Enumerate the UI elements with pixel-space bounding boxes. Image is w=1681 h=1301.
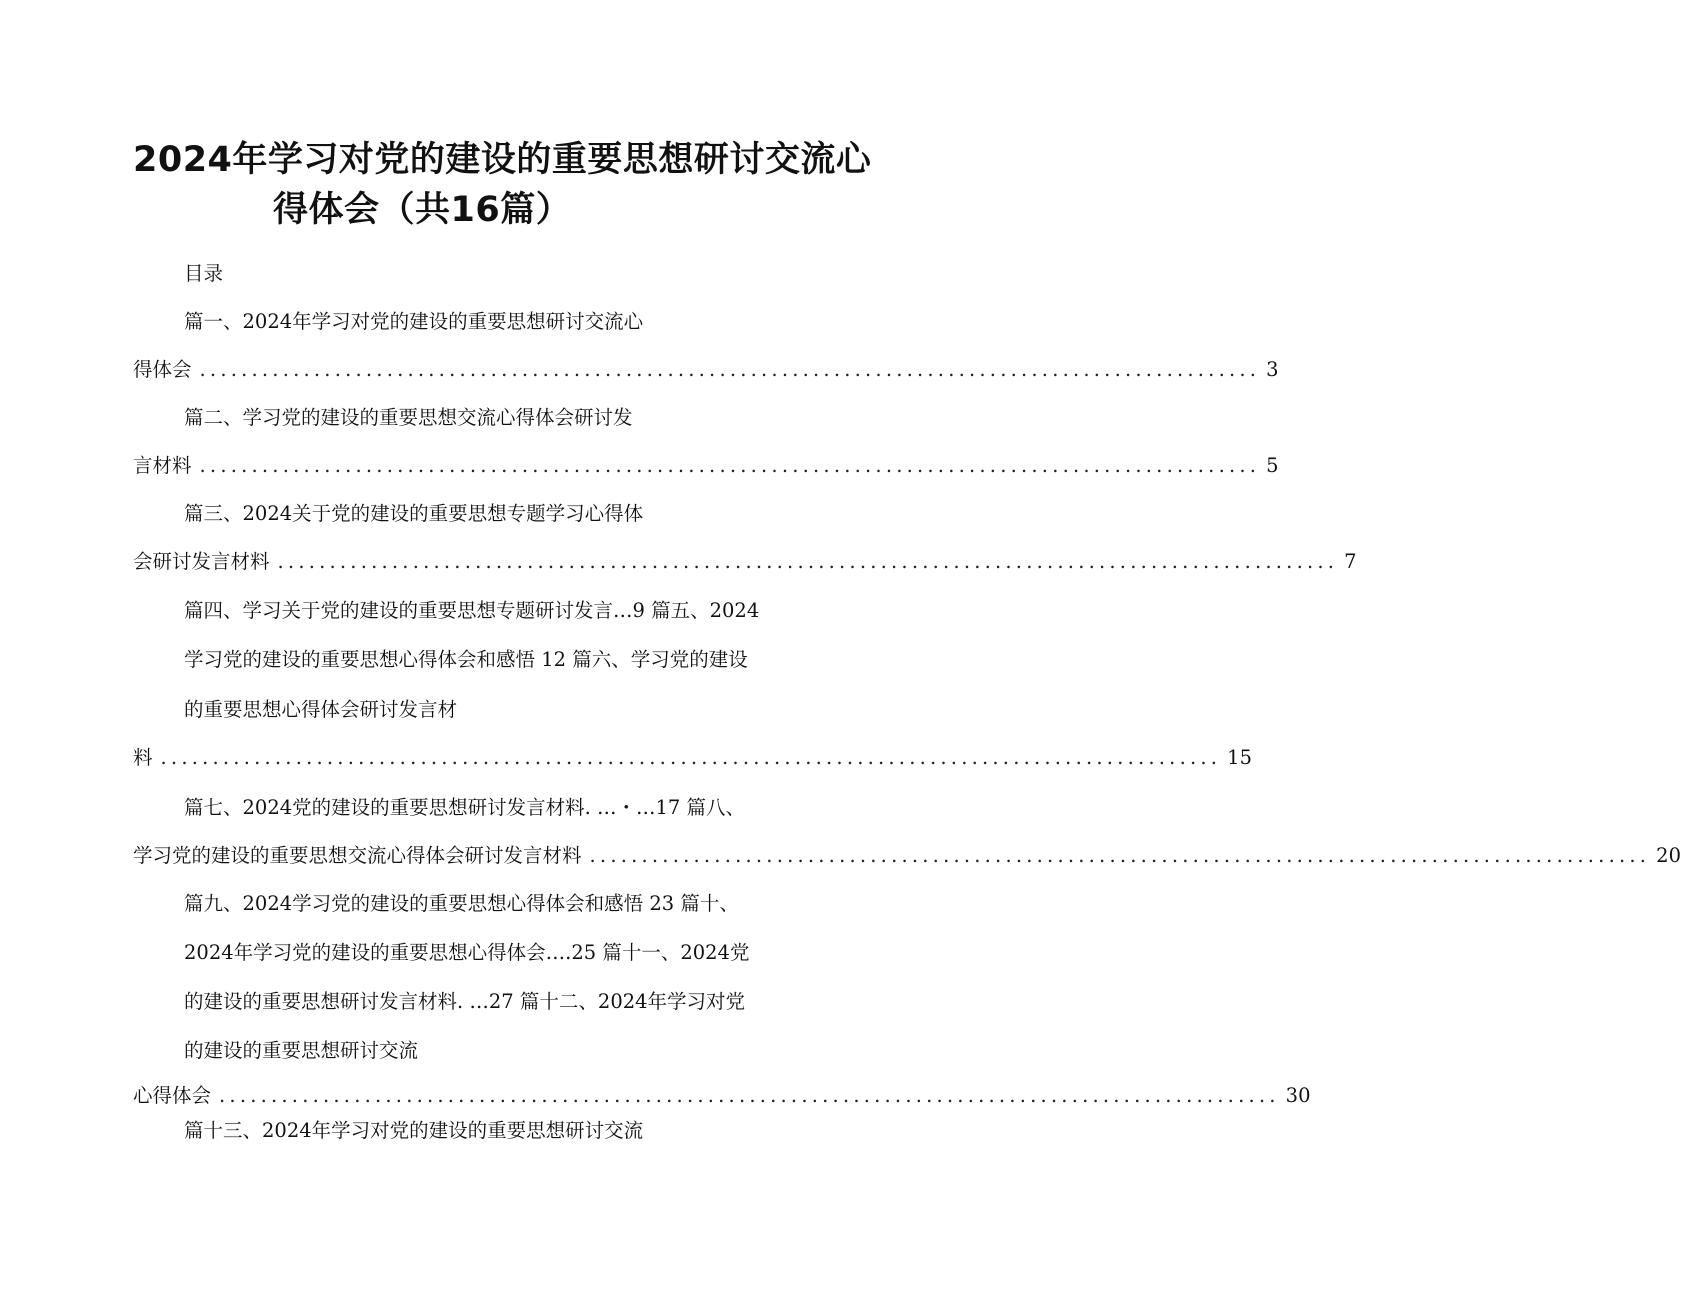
- toc-entry-3[interactable]: [133, 549, 1357, 575]
- toc-leader-dots: ......................................................................................................: [589, 844, 1651, 867]
- toc-entry-7[interactable]: [133, 843, 1681, 869]
- toc-line-10: 的建设的重要思想研讨发言材料. …27 篇十二、2024年学习对党: [184, 990, 746, 1013]
- toc-entry-label: 言材料: [133, 454, 192, 477]
- toc-line-9: 2024年学习党的建设的重要思想心得体会….25 篇十一、2024党: [184, 941, 750, 964]
- toc-line-11: 的建设的重要思想研讨交流: [184, 1039, 419, 1062]
- toc-line-1: 篇一、2024年学习对党的建设的重要思想研讨交流心: [184, 310, 644, 333]
- toc-line-4: 篇四、学习关于党的建设的重要思想专题研讨发言…9 篇五、2024: [184, 599, 760, 622]
- toc-line-12: 篇十三、2024年学习对党的建设的重要思想研讨交流: [184, 1119, 644, 1142]
- toc-leader-dots: ......................................................................................................: [160, 746, 1222, 769]
- toc-entry-11[interactable]: [133, 1083, 1311, 1109]
- toc-entry-label: 学习党的建设的重要思想交流心得体会研讨发言材料: [133, 844, 582, 867]
- toc-entry-6[interactable]: [133, 745, 1252, 771]
- toc-line-8: 篇九、2024学习党的建设的重要思想心得体会和感悟 23 篇十、: [184, 892, 739, 915]
- toc-line-5: 学习党的建设的重要思想心得体会和感悟 12 篇六、学习党的建设: [184, 648, 748, 671]
- toc-line-6: 的重要思想心得体会研讨发言材: [184, 698, 458, 721]
- toc-page-number: 15: [1227, 746, 1252, 769]
- document-title-line-2: 得体会（共16篇）: [273, 190, 572, 230]
- document-title-line-1: 2024年学习对党的建设的重要思想研讨交流心: [133, 140, 872, 180]
- toc-page-number: 20: [1656, 844, 1681, 867]
- toc-entry-label: 得体会: [133, 358, 192, 381]
- toc-heading: 目录: [184, 262, 224, 285]
- toc-leader-dots: ......................................................................................................: [219, 1084, 1280, 1107]
- toc-entry-1[interactable]: [133, 357, 1279, 383]
- toc-page-number: 7: [1344, 550, 1357, 573]
- toc-page-number: 3: [1266, 358, 1279, 381]
- toc-line-2: 篇二、学习党的建设的重要思想交流心得体会研讨发: [184, 406, 633, 429]
- toc-line-7: 篇七、2024党的建设的重要思想研讨发言材料. …・…17 篇八、: [184, 796, 746, 819]
- toc-page-number: 30: [1285, 1084, 1311, 1107]
- toc-entry-label: 料: [133, 746, 153, 769]
- toc-line-3: 篇三、2024关于党的建设的重要思想专题学习心得体: [184, 502, 644, 525]
- toc-entry-2[interactable]: [133, 453, 1279, 479]
- toc-leader-dots: ......................................................................................................: [277, 550, 1339, 573]
- toc-leader-dots: ......................................................................................................: [199, 358, 1261, 381]
- toc-page-number: 5: [1266, 454, 1279, 477]
- toc-entry-label: 心得体会: [133, 1084, 212, 1107]
- toc-leader-dots: ......................................................................................................: [199, 454, 1261, 477]
- toc-entry-label: 会研讨发言材料: [133, 550, 270, 573]
